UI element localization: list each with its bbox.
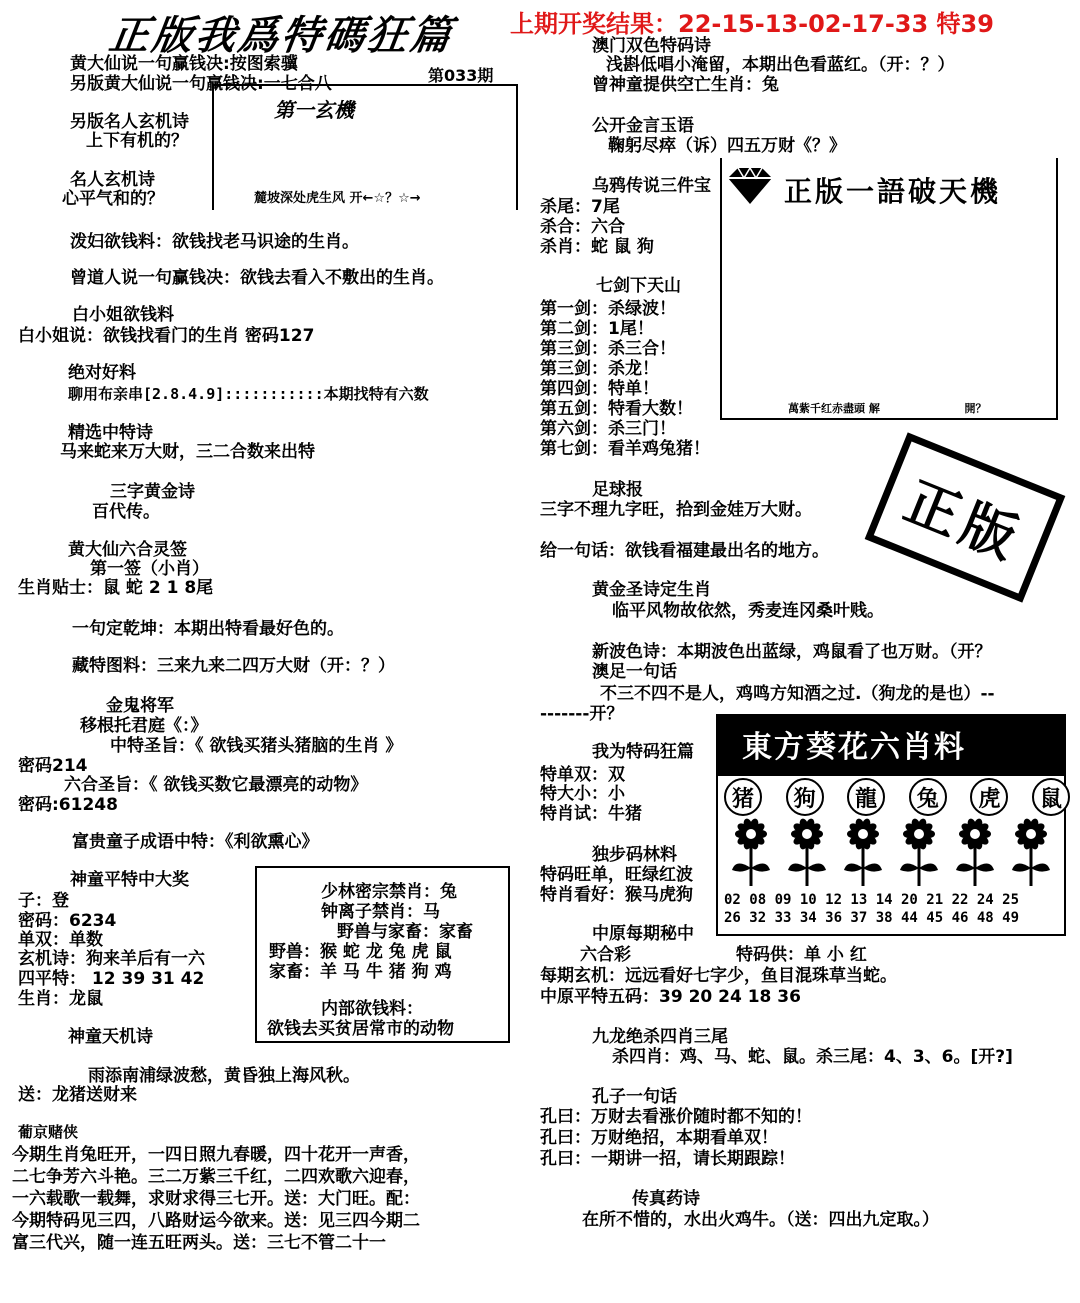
left-line: 黄大仙六合灵签 (68, 540, 187, 560)
zodiac-char: 虎 (970, 778, 1008, 816)
right-line: 澳门双色特码诗 (592, 36, 711, 56)
flower-box (716, 714, 1066, 936)
zodiac-char: 兔 (909, 778, 947, 816)
left-line: 名人玄机诗 (70, 170, 155, 190)
sword-line: 第五剑：特看大数！ (540, 399, 693, 419)
right-line: 六合彩 (580, 945, 631, 965)
right-line: 杀肖：蛇 鼠 狗 (540, 237, 654, 257)
sword-line: 第四剑：特单！ (540, 379, 659, 399)
right-line: 澳足一句话 (592, 662, 677, 682)
right-line: 特肖试：牛猪 (540, 804, 642, 824)
shaolin-line: 内部欲钱料： (321, 999, 423, 1019)
right-line: 特码供：单 小 红 (736, 945, 867, 965)
right-line: 浅斟低唱小淹留，本期出色看蓝红。（开：？） (606, 55, 955, 75)
zodiac-char: 狗 (786, 778, 824, 816)
left-line: 玄机诗：狗来羊后有一六 (18, 949, 205, 969)
left-line: 聊用布亲串[2.8.4.9]:::::::::::本期找特有六数 (68, 385, 429, 403)
left-line: 中特圣旨：《 欲钱买猪头猪脑的生肖 》 (110, 736, 403, 756)
right-line: 特肖看好：猴马虎狗 (540, 885, 693, 905)
flower-numbers-row-2: 26 32 33 34 36 37 38 44 45 46 48 49 (724, 910, 1020, 926)
page-title: 正版我爲特碼狂篇 (106, 12, 457, 59)
right-line: 特大小：小 (540, 784, 625, 804)
left-line: 子：登 (18, 891, 69, 911)
left-line: 神童天机诗 (68, 1027, 153, 1047)
right-line: 新波色诗：本期波色出蓝绿，鸡鼠看了也万财。（开？ (592, 642, 992, 662)
issue-number: 第033期 (428, 66, 494, 85)
right-line: 特码旺单，旺绿红波 (540, 865, 693, 885)
yiyu-box-title: 正版一語破天機 (784, 175, 1002, 208)
left-line: 一六载歌一载舞，求财求得三七开。送：大门旺。配： (12, 1189, 420, 1209)
right-line: 九龙绝杀四肖三尾 (592, 1027, 728, 1047)
diamond-icon (722, 166, 778, 206)
sword-line: 第六剑：杀三门！ (540, 419, 676, 439)
left-line: 生肖：龙鼠 (18, 989, 103, 1009)
left-line: 曾道人说一句赢钱决：欲钱去看入不敷出的生肖。 (70, 268, 444, 288)
sunflower-icon (838, 818, 888, 888)
sword-line: 第二剑：1尾！ (540, 319, 654, 339)
shaolin-line: 野兽与家畜：家畜 (337, 922, 473, 942)
right-line: 杀合：六合 (540, 217, 625, 237)
shaolin-line: 少林密宗禁肖：兔 (321, 882, 457, 902)
left-line: 葡京赌侠 (18, 1123, 79, 1141)
right-line: 中原平特五码：39 20 24 18 36 (540, 987, 801, 1007)
left-line: 第一签（小肖） (90, 559, 209, 579)
left-line: 上下有机的？ (86, 131, 188, 151)
zodiac-char: 猪 (724, 778, 762, 816)
left-line: 送：龙猪送财来 (18, 1085, 137, 1105)
left-line: 马来蛇来万大财，三二合数来出特 (60, 442, 315, 462)
right-line: 黄金圣诗定生肖 (592, 580, 711, 600)
left-line: 神童平特中大奖 (70, 870, 189, 890)
zodiac-row (718, 778, 1076, 816)
right-line: 乌鸦传说三件宝 (592, 176, 711, 196)
left-line: 藏特图料：三来九来二四万大财（开：？） (72, 656, 395, 676)
right-line: 三字不理九字旺，拾到金娃万大财。 (540, 500, 812, 520)
sunflower-icon (1006, 818, 1056, 888)
shaolin-line: 野兽：猴 蛇 龙 兔 虎 鼠 (269, 942, 452, 962)
left-line: 白小姐欲钱料 (72, 305, 174, 325)
left-line: 金鬼将军 (106, 696, 174, 716)
xuanji-box-title: 第一玄機 (274, 98, 354, 122)
zhengban-stamp: 正版 (865, 432, 1066, 602)
left-line: 百代传。 (92, 502, 160, 522)
shaolin-line: 钟离子禁肖：马 (321, 902, 440, 922)
left-line: 三字黄金诗 (110, 482, 195, 502)
right-line: 给一句话：欲钱看福建最出名的地方。 (540, 541, 829, 561)
sunflower-icon (782, 818, 832, 888)
sunflower-icon (726, 818, 776, 888)
right-line: 孔曰：万财绝招，本期看单双！ (540, 1128, 778, 1148)
zodiac-char: 鼠 (1032, 778, 1070, 816)
left-line: 四平特： 12 39 31 42 (18, 969, 205, 989)
yiyu-box (720, 158, 1058, 420)
shaolin-line: 欲钱去买贫居常市的动物 (267, 1019, 454, 1039)
left-line: 二七争芳六斗艳。三二万紫三千红，二四欢歌六迎春， (12, 1167, 420, 1187)
left-line: 另版名人玄机诗 (70, 112, 189, 132)
zodiac-char: 龍 (847, 778, 885, 816)
left-line: 一句定乾坤：本期出特看最好色的。 (72, 619, 344, 639)
flower-numbers-row-1: 02 08 09 10 12 13 14 20 21 22 24 25 (724, 892, 1020, 908)
shaolin-line: 家畜：羊 马 牛 猪 狗 鸡 (269, 962, 452, 982)
left-line: 白小姐说：欲钱找看门的生肖 密码127 (18, 326, 315, 346)
left-line: 富贵童子成语中特：《利欲熏心》 (72, 832, 319, 852)
left-line: 六合圣旨：《 欲钱买数它最漂亮的动物》 (64, 775, 368, 795)
left-line: 生肖贴士：鼠 蛇 2 1 8尾 (18, 578, 214, 598)
yiyu-box-text: 萬紫千红赤盡頭 解 開？ (788, 402, 987, 415)
left-line: 单双：单数 (18, 930, 103, 950)
left-line: 密码:61248 (18, 795, 118, 815)
right-line: 孔曰：万财去看涨价随时都不知的！ (540, 1107, 812, 1127)
left-line: 黄大仙说一句赢钱决:按图索骥 (70, 54, 298, 74)
xuanji-box-text: 麓坡深处虎生风 开←☆？☆→ (254, 191, 421, 206)
sword-line: 第三剑：杀龙！ (540, 359, 659, 379)
right-line: 在所不惜的，水出火鸡牛。（送：四出九定取。） (582, 1210, 939, 1230)
right-line: 中原每期秘中 (592, 924, 694, 944)
sword-line: 第三剑：杀三合！ (540, 339, 676, 359)
sunflower-icon (894, 818, 944, 888)
left-line: 泼妇欲钱料：欲钱找老马识途的生肖。 (70, 232, 359, 252)
shaolin-box (255, 866, 510, 1043)
sword-line: 第七剑：看羊鸡兔猪！ (540, 439, 710, 459)
right-line: 特单双：双 (540, 765, 625, 785)
right-line: 独步码林料 (592, 845, 677, 865)
right-line: 七剑下天山 (596, 276, 681, 296)
right-line: 杀尾：7尾 (540, 197, 620, 217)
right-line: 不三不四不是人，鸡鸣方知酒之过.（狗龙的是也）-- (600, 684, 995, 704)
right-line: 孔子一句话 (592, 1087, 677, 1107)
right-line: 传真药诗 (632, 1189, 700, 1209)
left-line: 移根托君庭《：》 (80, 716, 208, 736)
right-line: 孔曰：一期讲一招，请长期跟踪！ (540, 1149, 795, 1169)
left-line: 今期生肖兔旺开，一四日照九春暖，四十花开一声香， (12, 1145, 420, 1165)
right-line: 足球报 (592, 480, 643, 500)
right-line: -------开？ (540, 704, 624, 724)
left-line: 绝对好料 (68, 363, 136, 383)
left-line: 另版黄大仙说一句赢钱决:一七合八 (70, 74, 332, 94)
left-line: 精选中特诗 (68, 423, 153, 443)
left-line: 密码214 (18, 756, 88, 776)
flower-box-title: 東方葵花六肖料 (742, 730, 966, 765)
right-line: 鞠躬尽瘁（诉）四五万财《？》 (608, 136, 846, 156)
left-line: 雨添南浦绿波愁，黄昏独上海风秋。 (88, 1066, 360, 1086)
right-line: 杀四肖：鸡、马、蛇、鼠。杀三尾：4、3、6。[开?] (612, 1047, 1013, 1067)
right-line: 每期玄机：远远看好七字少，鱼目混珠草当蛇。 (540, 966, 897, 986)
flower-row (718, 818, 1064, 888)
left-line: 今期特码见三四，八路财运今欲来。送：见三四今期二 (12, 1211, 420, 1231)
sword-line: 第一剑：杀绿波！ (540, 299, 676, 319)
xuanji-box (212, 84, 518, 210)
last-result: 上期开奖结果：22-15-13-02-17-33 特39 (510, 10, 994, 38)
right-line: 临平风物故依然，秀麦连冈桑叶贱。 (612, 601, 884, 621)
right-line: 曾神童提供空亡生肖：兔 (592, 75, 779, 95)
left-line: 密码：6234 (18, 911, 117, 931)
right-line: 公开金言玉语 (592, 116, 694, 136)
sunflower-icon (950, 818, 1000, 888)
right-line: 我为特码狂篇 (592, 742, 694, 762)
left-line: 富三代兴，随一连五旺两头。送：三七不管二十一 (12, 1233, 386, 1253)
left-line: 心平气和的？ (62, 189, 164, 209)
